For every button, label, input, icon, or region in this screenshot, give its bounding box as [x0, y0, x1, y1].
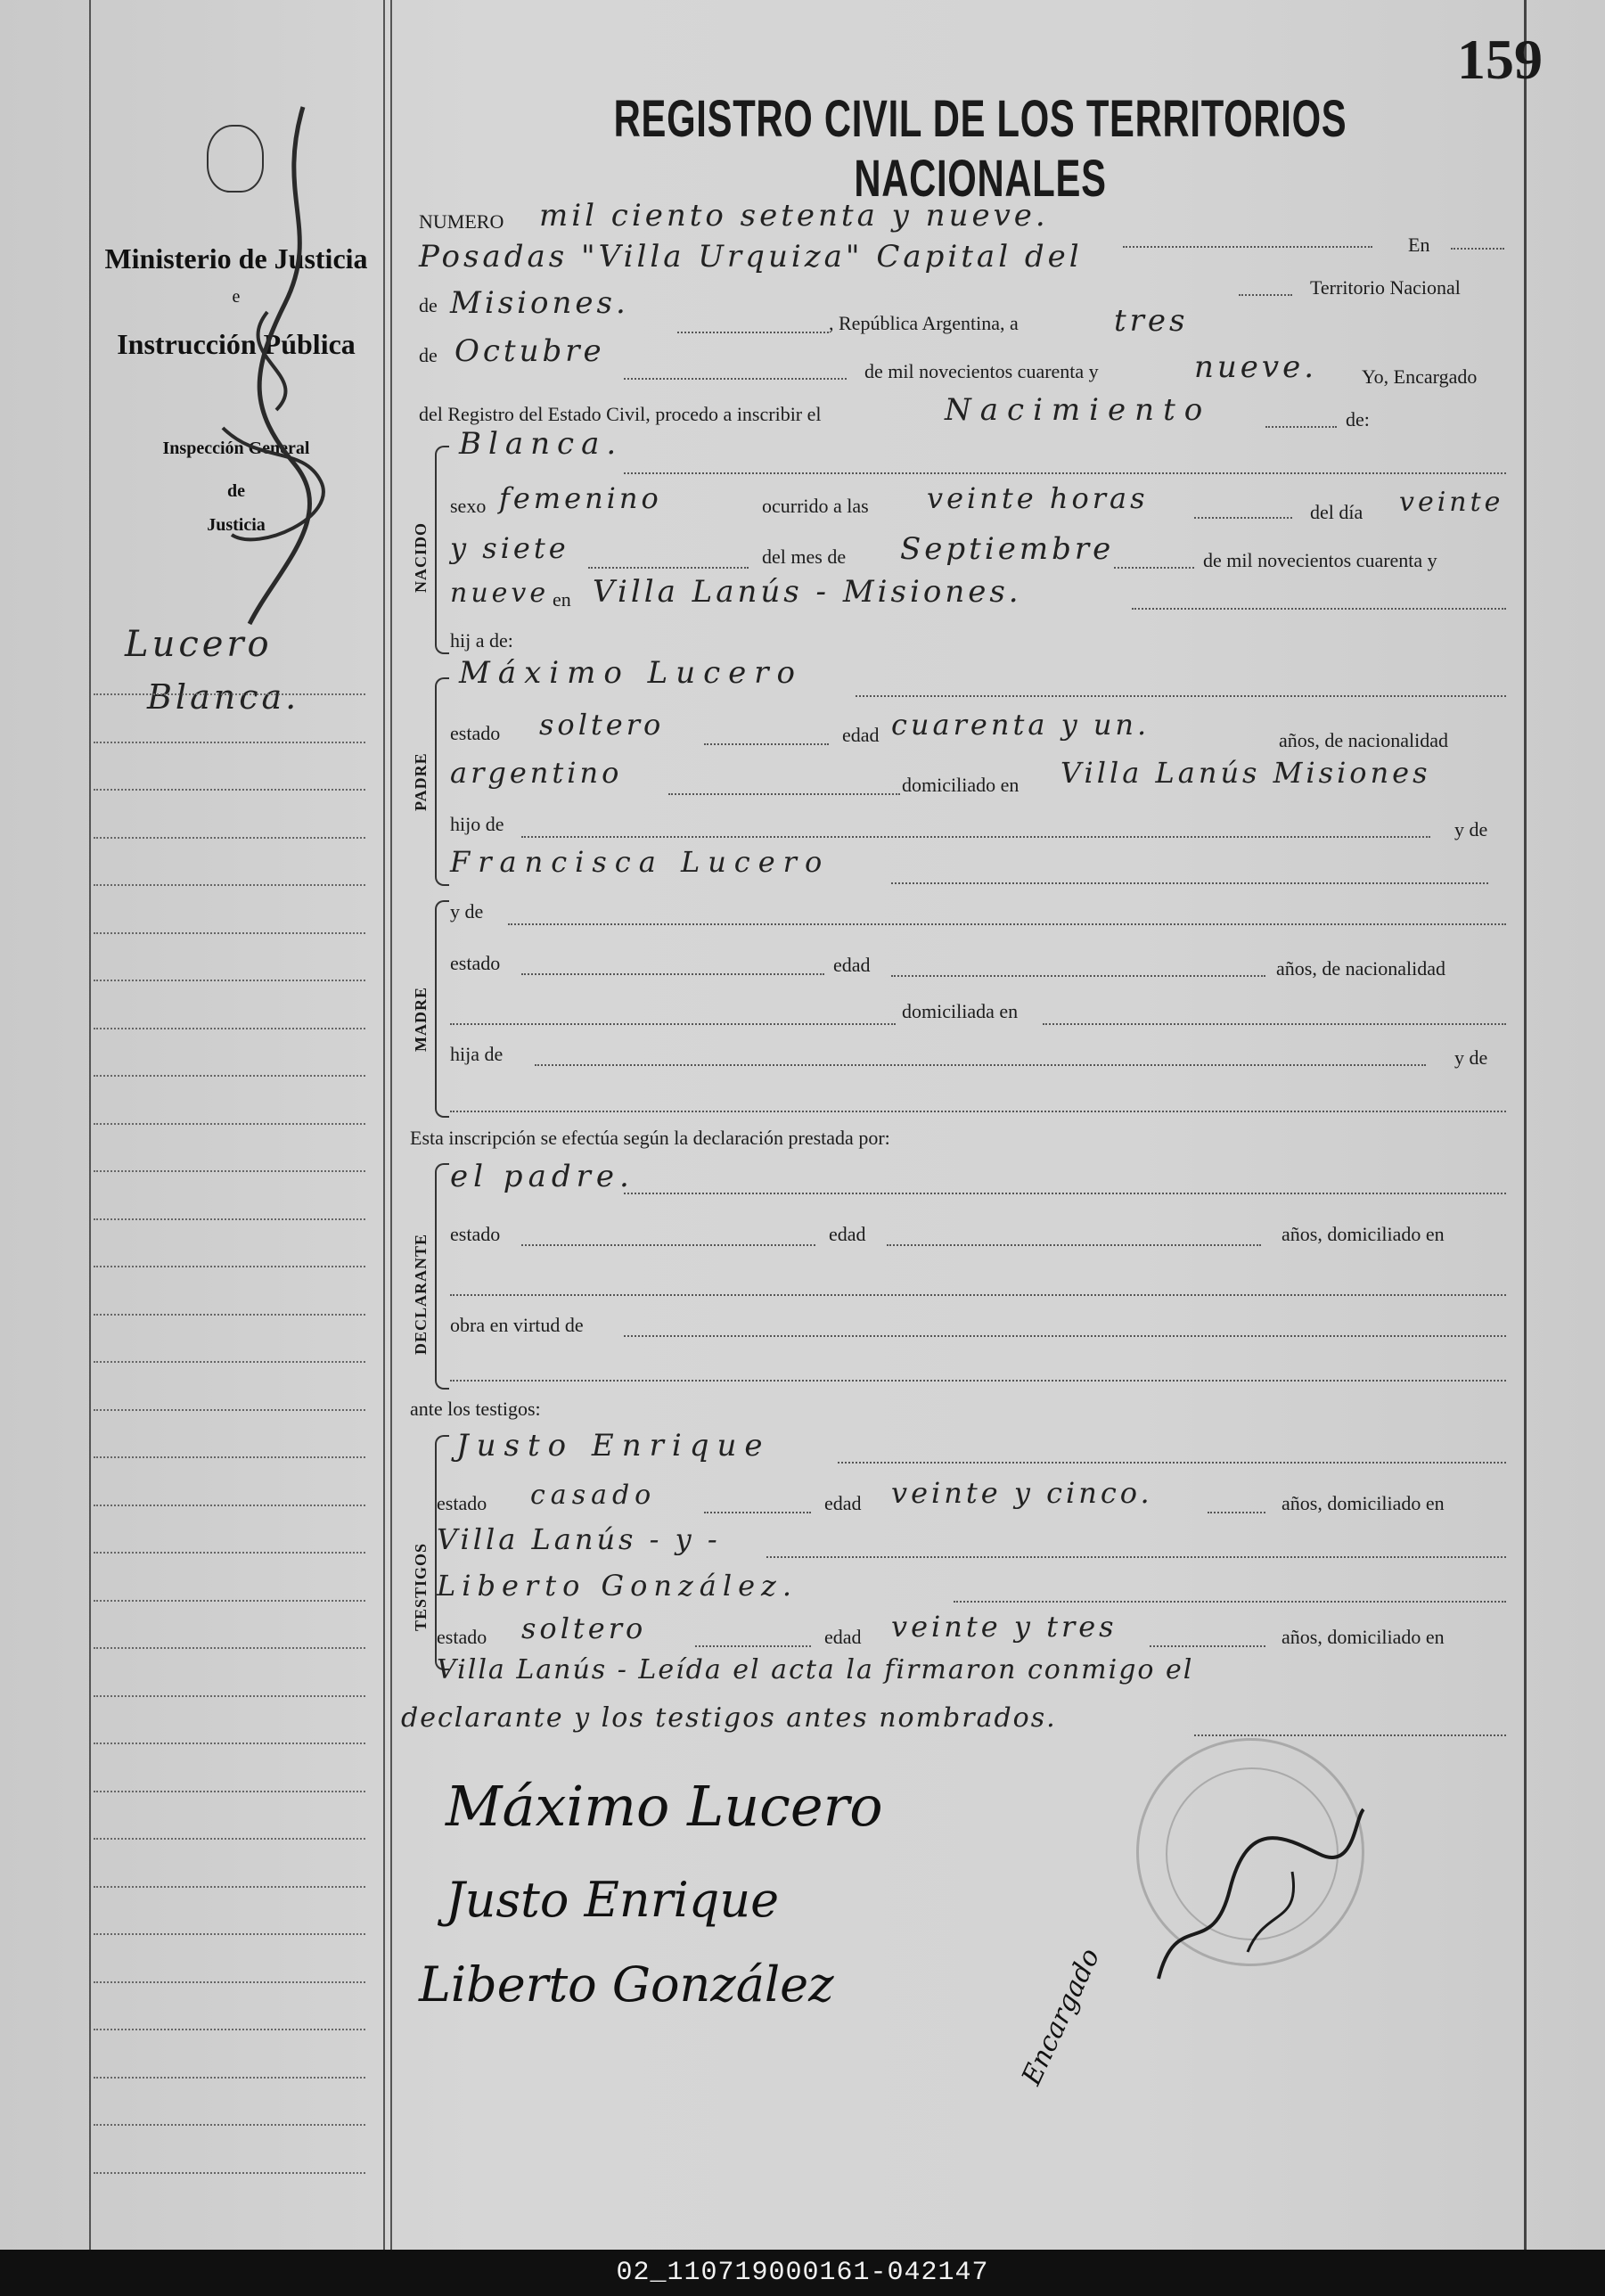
- testigo2-nombre-dots: [954, 1601, 1506, 1603]
- declarante-nombre-dots: [624, 1193, 1506, 1194]
- testigo2-anios-label: años, domiciliado en: [1282, 1626, 1445, 1648]
- madre-hija-dots: [535, 1064, 1426, 1066]
- testigo1-edad: veinte y cinco.: [891, 1476, 1153, 1510]
- sexo-value: femenino: [499, 481, 662, 515]
- testigo1-estado: casado: [530, 1480, 657, 1511]
- padre-edad-value: cuarenta y un.: [891, 708, 1151, 742]
- testigo1-domicilio-dots: [766, 1556, 1506, 1558]
- testigo2-nombre: Liberto González.: [437, 1569, 798, 1603]
- margin-ruled-line: [94, 884, 365, 886]
- testigo1-nombre: Justo Enrique: [456, 1428, 771, 1464]
- declaracion-label: Esta inscripción se efectúa según la declaración prestada por:: [410, 1127, 890, 1149]
- territorio-value: Misiones.: [450, 285, 629, 321]
- madre-nac-dots: [450, 1023, 896, 1025]
- declarante-nombre: el padre.: [450, 1159, 635, 1194]
- margin-right-rule-2: [390, 0, 392, 2250]
- madre-y-de-dots: [508, 923, 1506, 925]
- testigo1-anios-label: años, domiciliado en: [1282, 1492, 1445, 1514]
- firma-maximo-lucero: Máximo Lucero: [446, 1774, 883, 1839]
- testigo1-estado-dots: [704, 1512, 811, 1513]
- padre-y-de-label: y de: [1454, 818, 1488, 840]
- margin-ruled-line: [94, 1123, 365, 1125]
- numero-dots: [1123, 246, 1372, 248]
- numero-value: mil ciento setenta y nueve.: [539, 198, 1049, 234]
- declarante-estado-label: estado: [450, 1223, 501, 1245]
- page-right-rule: [1524, 0, 1527, 2250]
- margin-ruled-line: [94, 2124, 365, 2126]
- testigo2-estado-label: estado: [437, 1626, 487, 1648]
- padre-anios-label: años, de nacionalidad: [1279, 729, 1448, 751]
- margin-ruled-line: [94, 1314, 365, 1316]
- firma-justo-enrique: Justo Enrique: [446, 1872, 780, 1928]
- testigo2-domicilio: Villa Lanús - Leída el acta la firmaron conmigo el: [437, 1654, 1194, 1685]
- anio-label: de mil novecientos cuarenta y: [864, 360, 1099, 382]
- hija-label: hij a de:: [450, 629, 513, 652]
- margin-surname: Lucero: [125, 624, 273, 665]
- testigos-section-label: TESTIGOS: [412, 1542, 430, 1631]
- de-label: de: [419, 294, 438, 316]
- declarante-section-label: DECLARANTE: [412, 1233, 430, 1355]
- madre-hija-label: hija de: [450, 1043, 504, 1065]
- territorio-label: Territorio Nacional: [1310, 276, 1461, 299]
- obra-label: obra en virtud de: [450, 1314, 584, 1336]
- margin-ruled-line: [94, 1695, 365, 1697]
- firma-liberto-gonzalez: Liberto González: [419, 1956, 834, 2013]
- margin-ruled-line: [94, 789, 365, 791]
- en-dots: [1451, 248, 1504, 250]
- margin-ruled-line: [94, 1456, 365, 1458]
- testigos-label: ante los testigos:: [410, 1398, 541, 1420]
- margin-ruled-line: [94, 693, 365, 695]
- hora-value: veinte horas: [927, 481, 1149, 515]
- del-dia-label: del día: [1310, 501, 1363, 523]
- declarante-edad-dots: [887, 1244, 1261, 1246]
- firma-encargado: Encargado: [1016, 1943, 1107, 2090]
- acto-value: Nacimiento: [945, 392, 1212, 428]
- mes-dots: [624, 378, 847, 380]
- margin-ruled-line: [94, 1933, 365, 1935]
- testigo2-edad-dots: [1150, 1645, 1265, 1647]
- declarante-anios-label: años, domiciliado en: [1282, 1223, 1445, 1245]
- obra-dots: [624, 1335, 1506, 1337]
- encargado-label: Yo, Encargado: [1362, 365, 1478, 388]
- madre-estado-dots: [521, 973, 824, 975]
- nacido-en-label: en: [553, 588, 571, 611]
- margin-ruled-line: [94, 1409, 365, 1411]
- de2-label: de: [419, 344, 438, 366]
- padre-domiciliado-label: domiciliado en: [902, 774, 1020, 796]
- acto-dots: [1265, 426, 1337, 428]
- nacido-anio-value: nueve: [450, 578, 550, 609]
- cierre-dots: [1194, 1734, 1506, 1736]
- padre-nacionalidad-value: argentino: [450, 756, 623, 790]
- margin-ruled-line: [94, 1647, 365, 1649]
- margin-right-rule: [383, 0, 385, 2250]
- de3-label: de:: [1346, 408, 1370, 430]
- acta-cierre: declarante y los testigos antes nombrados.: [401, 1702, 1057, 1734]
- nacido-nombre-dots: [624, 472, 1506, 474]
- page-number: 159: [1457, 28, 1543, 91]
- margin-ruled-line: [94, 1742, 365, 1744]
- madre-y-de2-label: y de: [1454, 1046, 1488, 1069]
- page-title: REGISTRO CIVIL DE LOS TERRITORIOS NACIONALES: [613, 90, 1347, 208]
- nacido-lugar-value: Villa Lanús - Misiones.: [593, 574, 1022, 610]
- testigo1-nombre-dots: [838, 1462, 1506, 1464]
- nacido-brace: [435, 446, 449, 654]
- padre-estado-dots: [704, 743, 829, 745]
- padre-nacionalidad-dots: [668, 793, 900, 795]
- margin-ruled-line: [94, 2029, 365, 2030]
- declarante-estado-dots: [521, 1244, 815, 1246]
- margin-ruled-line: [94, 1791, 365, 1792]
- testigo1-estado-label: estado: [437, 1492, 487, 1514]
- padre-estado-label: estado: [450, 722, 501, 744]
- declarante-line-2: [450, 1294, 1506, 1296]
- madre-domiciliada-label: domiciliada en: [902, 1000, 1019, 1022]
- margin-ruled-line: [94, 837, 365, 839]
- margin-ruled-line: [94, 1505, 365, 1506]
- margin-ruled-line: [94, 1266, 365, 1267]
- padre-nombre: Máximo Lucero: [459, 655, 804, 691]
- nacido-lugar-dots: [1132, 608, 1506, 610]
- declarante-edad-label: edad: [829, 1223, 866, 1245]
- nacido-mes-value: Septiembre: [900, 531, 1115, 567]
- territorio-dots: [677, 332, 829, 333]
- padre-hijo-label: hijo de: [450, 813, 504, 835]
- padre-madre-value: Francisca Lucero: [450, 845, 831, 879]
- madre-anios-label: años, de nacionalidad: [1276, 957, 1445, 980]
- padre-madre-dots: [891, 882, 1488, 884]
- padre-estado-value: soltero: [539, 708, 665, 742]
- padre-edad-label: edad: [842, 724, 880, 746]
- dia2-dots: [588, 567, 749, 569]
- testigo1-edad-label: edad: [824, 1492, 862, 1514]
- madre-section-label: MADRE: [412, 987, 430, 1052]
- del-mes-label: del mes de: [762, 545, 847, 568]
- nacido-nombre: Blanca.: [459, 426, 624, 462]
- madre-end-dots: [450, 1111, 1506, 1112]
- numero-label: NUMERO: [419, 210, 504, 233]
- margin-signature: [169, 89, 348, 642]
- declarante-end-dots: [450, 1380, 1506, 1382]
- ministry-line-1: Ministerio de Justicia: [104, 242, 368, 275]
- en-label: En: [1408, 234, 1430, 256]
- declarante-brace: [435, 1163, 449, 1390]
- testigo1-domicilio: Villa Lanús - y -: [437, 1522, 721, 1556]
- testigo2-edad-label: edad: [824, 1626, 862, 1648]
- hora-dots: [1194, 517, 1292, 519]
- ocurrido-label: ocurrido a las: [762, 495, 869, 517]
- testigo1-edad-dots: [1208, 1512, 1265, 1513]
- encargado-signature: [1141, 1800, 1372, 1997]
- ministry-line-5: de: [227, 481, 245, 501]
- padre-brace: [435, 677, 449, 886]
- padre-domicilio-value: Villa Lanús Misiones: [1060, 756, 1431, 790]
- republica-label: , República Argentina, a: [829, 312, 1019, 334]
- nacido-anio-label: de mil novecientos cuarenta y: [1203, 549, 1437, 571]
- madre-y-de-label: y de: [450, 900, 484, 922]
- margin-ruled-line: [94, 1981, 365, 1983]
- margin-ruled-line: [94, 1028, 365, 1029]
- mes-value: Octubre: [454, 333, 605, 369]
- margin-ruled-line: [94, 1600, 365, 1602]
- margin-ruled-line: [94, 1075, 365, 1077]
- margin-ruled-line: [94, 1170, 365, 1172]
- nacido-mes-dots: [1114, 567, 1194, 569]
- margin-ruled-line: [94, 932, 365, 934]
- madre-edad-dots: [891, 975, 1265, 977]
- padre-section-label: PADRE: [412, 752, 430, 811]
- dia-value: tres: [1114, 303, 1189, 339]
- margin-ruled-line: [94, 1838, 365, 1840]
- sexo-label: sexo: [450, 495, 487, 517]
- margin-given-name: Blanca.: [147, 677, 300, 717]
- dia-value-1: veinte: [1399, 487, 1504, 518]
- testigo2-edad: veinte y tres: [891, 1610, 1118, 1644]
- margin-ruled-line: [94, 1218, 365, 1220]
- madre-estado-label: estado: [450, 952, 501, 974]
- ministry-line-4: Inspección General: [162, 439, 310, 458]
- lugar-value: Posadas "Villa Urquiza" Capital del: [419, 239, 1083, 275]
- madre-brace: [435, 900, 449, 1118]
- margin-ruled-line: [94, 980, 365, 981]
- ministry-line-2: e: [232, 287, 241, 307]
- ministry-line-3: Instrucción Pública: [117, 328, 356, 360]
- nacido-section-label: NACIDO: [412, 521, 430, 593]
- dia-value-2: y siete: [450, 531, 569, 565]
- margin-ruled-line: [94, 742, 365, 743]
- inscribir-label: del Registro del Estado Civil, procedo a inscribir el: [419, 403, 822, 425]
- margin-ruled-line: [94, 1552, 365, 1554]
- margin-ruled-line: [94, 1361, 365, 1363]
- margin-ruled-line: [94, 2172, 365, 2174]
- margin-ruled-line: [94, 1886, 365, 1888]
- testigo2-estado: soltero: [521, 1611, 647, 1645]
- scan-id-footer: 02_110719000161-042147: [0, 2250, 1605, 2296]
- anio-value: nueve.: [1194, 349, 1318, 385]
- ministry-line-6: Justicia: [207, 515, 266, 535]
- madre-edad-label: edad: [833, 954, 871, 976]
- padre-nombre-dots: [856, 695, 1506, 697]
- testigo2-estado-dots: [695, 1645, 811, 1647]
- madre-domiciliada-dots: [1043, 1023, 1506, 1025]
- padre-hijo-dots: [521, 836, 1430, 838]
- margin-ruled-line: [94, 2077, 365, 2079]
- lugar-dots: [1239, 294, 1292, 296]
